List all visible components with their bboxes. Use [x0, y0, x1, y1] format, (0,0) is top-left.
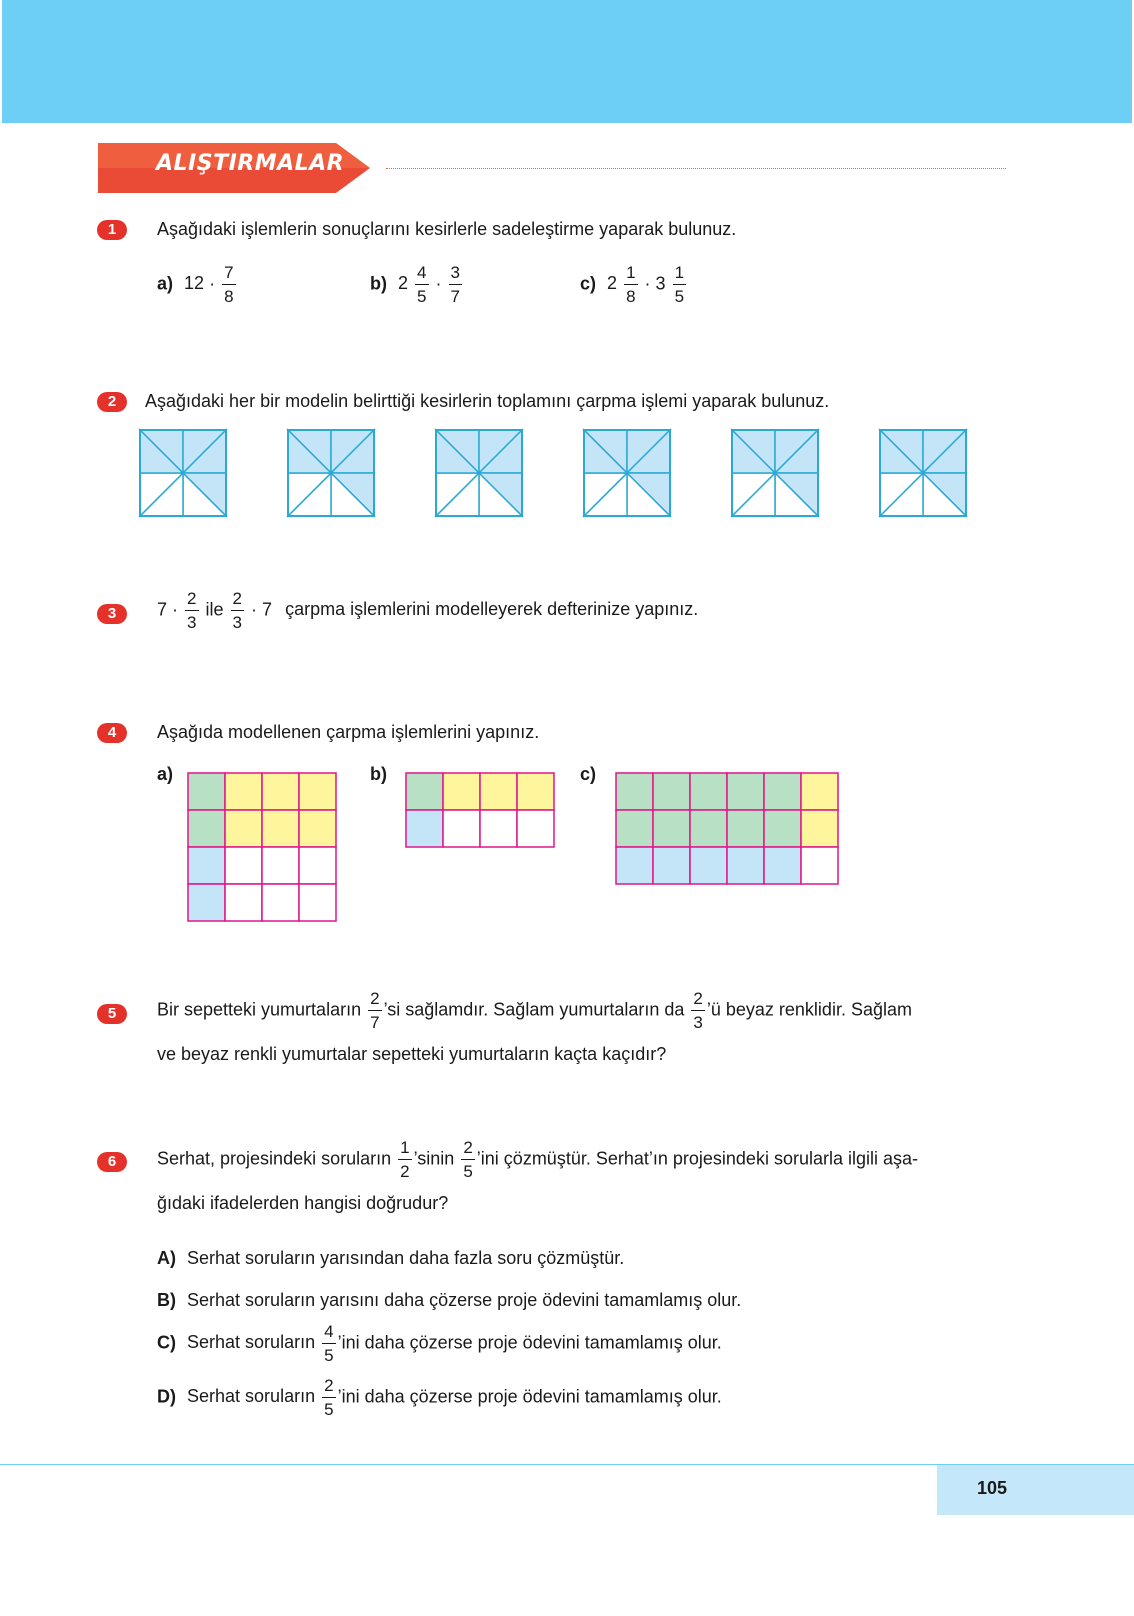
grid-cell	[727, 773, 764, 810]
grid-cell	[653, 773, 690, 810]
banner-divider	[386, 168, 1006, 169]
q6-option-c-den: 5	[322, 1343, 335, 1364]
question-2-text: Aşağıdaki her bir modelin belirttiği kesirlerin toplamını çarpma işlemi yaparak bulunuz.	[145, 391, 830, 411]
q6-den1: 2	[398, 1159, 411, 1180]
grid-cell	[616, 810, 653, 847]
q1c-fraction-2	[673, 264, 686, 305]
q6-option-c-label: C)	[157, 1332, 176, 1353]
q1b-label: b)	[370, 273, 387, 294]
fraction-model-2	[288, 430, 374, 516]
q6-option-d-pre: Serhat soruların	[187, 1386, 316, 1407]
q5-den2: 3	[691, 1010, 704, 1031]
grid-cell	[443, 773, 480, 810]
header-bar	[2, 0, 1132, 123]
grid-cell	[299, 810, 336, 847]
question-4-badge: 4	[97, 723, 127, 743]
fraction-model-5	[732, 430, 818, 516]
q6-den2: 5	[461, 1159, 474, 1180]
grid-cell	[262, 884, 299, 921]
q6-option-b-text: Serhat soruların yarısını daha çözerse proje ödevini tamamlamış olur.	[187, 1290, 742, 1310]
grid-cell	[262, 810, 299, 847]
q3-den2: 3	[231, 610, 244, 631]
q6-num2: 2	[463, 1138, 473, 1157]
question-6-badge: 6	[97, 1152, 127, 1172]
grid-cell	[764, 773, 801, 810]
q6-option-c-fraction	[322, 1323, 335, 1364]
q3-text: çarpma işlemlerini modelleyerek defterinize yapınız.	[285, 599, 699, 620]
q1c-whole: 2	[607, 273, 618, 294]
grid-cell	[801, 847, 838, 884]
question-6-line-2: ğıdaki ifadelerden hangisi doğrudur?	[157, 1193, 449, 1213]
grid-cell	[764, 847, 801, 884]
q5-num1: 2	[370, 989, 380, 1008]
grid-cell	[406, 810, 443, 847]
question-3-line	[157, 590, 698, 631]
q3-fraction-1	[185, 590, 198, 631]
grid-cell	[225, 773, 262, 810]
q6-part1: Serhat, projesindeki soruların	[157, 1148, 392, 1169]
q3-fraction-2	[231, 590, 244, 631]
q6-option-b-label: B)	[157, 1290, 176, 1310]
question-2-badge: 2	[97, 392, 127, 412]
q4-label-a: a)	[157, 764, 174, 784]
question-3-badge: 3	[97, 604, 127, 624]
q6-option-c-num: 4	[324, 1322, 334, 1341]
grid-cell	[262, 847, 299, 884]
grid-cell	[188, 884, 225, 921]
grid-cell	[690, 810, 727, 847]
grid-cell	[225, 847, 262, 884]
q1b-den2: 7	[449, 284, 462, 305]
q5-part2: ’si sağlamdır. Sağlam yumurtaların da	[383, 999, 685, 1020]
question-5-line-2: ve beyaz renkli yumurtalar sepetteki yumurtaların kaçta kaçıdır?	[157, 1044, 667, 1064]
q1c-fraction-1	[624, 264, 637, 305]
q6-option-d	[157, 1377, 722, 1418]
q5-fraction-2	[691, 990, 704, 1031]
grid-cell	[727, 810, 764, 847]
q1b-fraction-1	[415, 264, 428, 305]
grid-cell	[616, 773, 653, 810]
q5-fraction-1	[368, 990, 381, 1031]
grid-cell	[188, 810, 225, 847]
grid-cell	[299, 773, 336, 810]
q3-lead: 7 ·	[157, 599, 179, 620]
grid-cell	[406, 773, 443, 810]
grid-cell	[764, 810, 801, 847]
grid-cell	[480, 773, 517, 810]
q3-num1: 2	[187, 589, 197, 608]
grid-cell	[801, 810, 838, 847]
q3-mid: ile	[205, 599, 224, 620]
question-6-line-1	[157, 1139, 918, 1180]
question-1-text: Aşağıdaki işlemlerin sonuçlarını kesirlerle sadeleştirme yaparak bulunuz.	[157, 219, 737, 239]
q6-option-b	[157, 1290, 741, 1311]
grid-cell	[653, 847, 690, 884]
grid-cell	[443, 810, 480, 847]
q3-den1: 3	[185, 610, 198, 631]
question-2-models	[140, 430, 1134, 525]
q1c-num1: 1	[626, 263, 636, 282]
q3-tail: · 7	[251, 599, 273, 620]
q1b-den1: 5	[415, 284, 428, 305]
q6-option-d-num: 2	[324, 1376, 334, 1395]
grid-cell	[690, 847, 727, 884]
q6-option-d-den: 5	[322, 1397, 335, 1418]
question-5-badge: 5	[97, 1004, 127, 1024]
fraction-model-1	[140, 430, 226, 516]
q6-option-c-pre: Serhat soruların	[187, 1332, 316, 1353]
q1c-den1: 8	[624, 284, 637, 305]
q1b-op: ·	[435, 273, 442, 294]
question-1b	[370, 264, 464, 305]
q6-option-c	[157, 1323, 722, 1364]
grid-cell	[225, 884, 262, 921]
q5-part3: ’ü beyaz renklidir. Sağlam	[706, 999, 912, 1020]
grid-cell	[188, 847, 225, 884]
q5-num2: 2	[693, 989, 703, 1008]
q5-den1: 7	[368, 1010, 381, 1031]
q6-option-a-text: Serhat soruların yarısından daha fazla soru çözmüştür.	[187, 1248, 625, 1268]
grid-cell	[727, 847, 764, 884]
q3-num2: 2	[232, 589, 243, 608]
question-5-line-1	[157, 990, 912, 1031]
q1c-den2: 5	[673, 284, 686, 305]
q1b-whole: 2	[398, 273, 409, 294]
q1a-whole: 12	[184, 273, 205, 294]
q1a-fraction	[222, 264, 235, 305]
q1c-num2: 1	[674, 263, 685, 282]
fraction-model-6	[880, 430, 966, 516]
q6-option-c-post: ’ini daha çözerse proje ödevini tamamlamış olur.	[337, 1332, 722, 1353]
page-number: 105	[976, 1478, 1008, 1498]
q6-fraction-2	[461, 1139, 474, 1180]
grid-cell	[299, 847, 336, 884]
q6-fraction-1	[398, 1139, 411, 1180]
q6-option-a-label: A)	[157, 1248, 176, 1268]
q4-grid-b	[406, 773, 561, 853]
q1a-label: a)	[157, 273, 174, 294]
grid-cell	[616, 847, 653, 884]
q6-option-d-label: D)	[157, 1386, 176, 1407]
grid-cell	[517, 773, 554, 810]
grid-cell	[653, 810, 690, 847]
q1b-num2: 3	[450, 263, 461, 282]
q1a-num: 7	[224, 263, 234, 282]
q6-option-d-post: ’ini daha çözerse proje ödevini tamamlamış olur.	[337, 1386, 722, 1407]
q6-option-a	[157, 1248, 624, 1269]
q6-part2: ’sinin	[413, 1148, 455, 1169]
q6-part3: ’ini çözmüştür. Serhat’ın projesindeki sorularla ilgili aşa-	[476, 1148, 918, 1169]
q1b-num1: 4	[417, 263, 427, 282]
grid-cell	[188, 773, 225, 810]
grid-cell	[517, 810, 554, 847]
question-1a	[157, 264, 238, 305]
question-1c	[580, 264, 688, 305]
grid-cell	[225, 810, 262, 847]
q1c-label: c)	[580, 273, 597, 294]
fraction-model-3	[436, 430, 522, 516]
grid-cell	[480, 810, 517, 847]
fraction-model-4	[584, 430, 670, 516]
grid-cell	[262, 773, 299, 810]
grid-cell	[299, 884, 336, 921]
q1a-den: 8	[222, 284, 235, 305]
q4-grid-c	[616, 773, 846, 891]
q1c-op: · 3	[644, 273, 666, 294]
question-4-text: Aşağıda modellenen çarpma işlemlerini yapınız.	[157, 722, 540, 742]
q4-label-b: b)	[370, 764, 387, 784]
q1a-op: ·	[209, 273, 216, 294]
section-title: ALIŞTIRMALAR	[156, 151, 345, 176]
q5-part1: Bir sepetteki yumurtaların	[157, 999, 362, 1020]
q6-num1: 1	[400, 1138, 410, 1157]
q1b-fraction-2	[449, 264, 462, 305]
q4-label-c: c)	[580, 764, 597, 784]
q4-grid-a	[188, 773, 343, 928]
grid-cell	[690, 773, 727, 810]
q6-option-d-fraction	[322, 1377, 335, 1418]
grid-cell	[801, 773, 838, 810]
question-1-badge: 1	[97, 220, 127, 240]
